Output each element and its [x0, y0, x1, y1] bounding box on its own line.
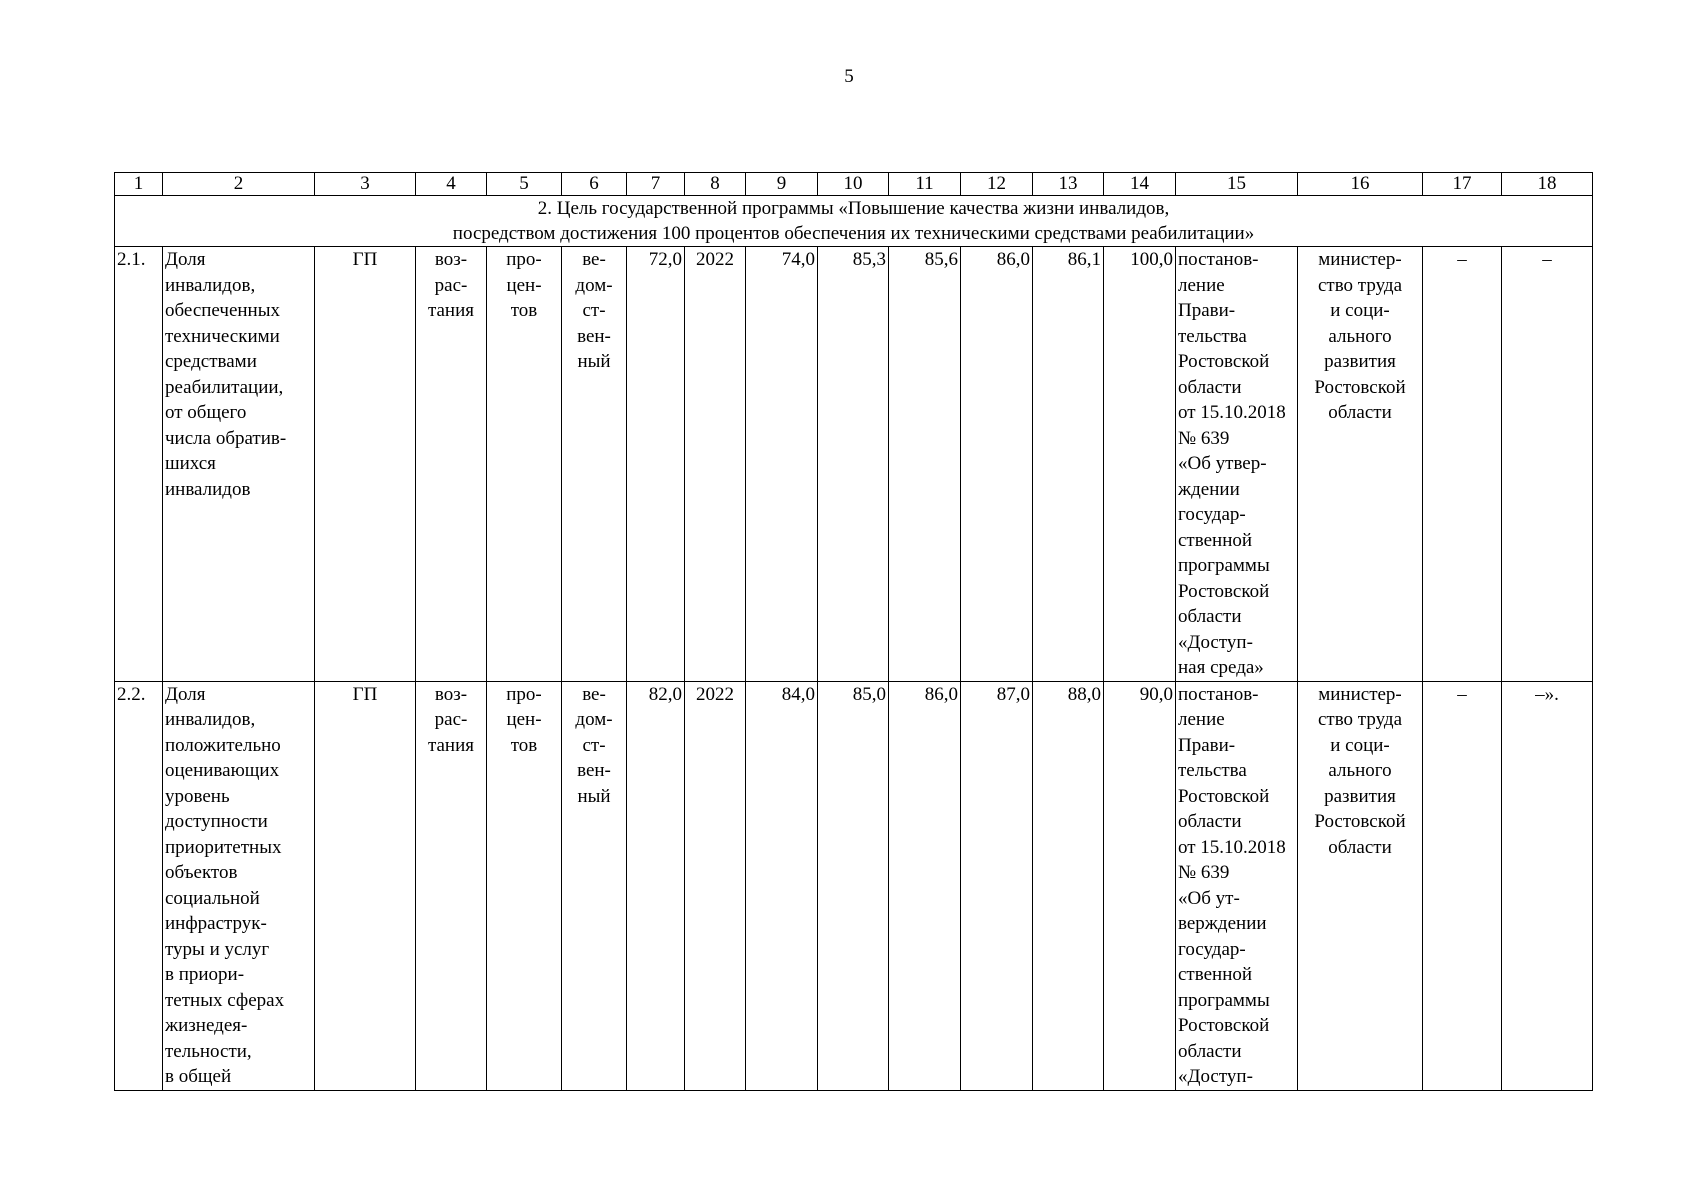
indicator-unit-text: про- цен- тов: [506, 249, 542, 321]
row-number-text: 2.2.: [117, 683, 146, 705]
base-value: [627, 247, 685, 682]
indicator-name-text: Доля инвалидов, положительно оценивающих уровень доступности приоритетных объектов социальной инфраструк- туры и услуг в приори- тетных сферах жизнедея- тельности, в общей: [165, 683, 285, 1087]
document-cell: [1176, 247, 1298, 682]
document-text: постанов- ление Прави- тельства Ростовской области от 15.10.2018 № 639 «Об утвер- ждении государ- ственной программы Ростовской области «Доступ- ная среда»: [1178, 249, 1286, 678]
column-17-text: –: [1457, 249, 1467, 270]
column-number: 6: [562, 173, 627, 196]
indicator-unit: [487, 247, 562, 682]
column-number-row: [115, 173, 1593, 196]
indicator-kind: [562, 247, 627, 682]
column-number: 17: [1423, 173, 1502, 196]
value-text: 100,0: [1130, 249, 1173, 270]
indicator-direction-text: воз- рас- тания: [427, 249, 475, 321]
indicator-type-text: ГП: [352, 683, 378, 705]
column-17-text: –: [1457, 683, 1467, 705]
row-number: [115, 681, 163, 1090]
value-cell: [1104, 681, 1176, 1090]
value-cell: [818, 681, 889, 1090]
column-number: 15: [1176, 173, 1298, 196]
value-text: 86,1: [1067, 249, 1101, 270]
row-number-text: 2.1.: [117, 249, 146, 270]
value-text: 74,0: [781, 249, 815, 270]
column-number: 2: [163, 173, 315, 196]
goal-title-text: 2. Цель государственной программы «Повышение качества жизни инвалидов, посредством достижения 100 процентов обеспечения их техническими средствами реабилитации»: [452, 198, 1255, 244]
column-18-cell: [1502, 681, 1593, 1090]
goal-title: [115, 196, 1593, 247]
column-18-text: –».: [1535, 683, 1559, 705]
value-text: 85,6: [924, 249, 958, 270]
column-number: 3: [315, 173, 416, 196]
column-number: 4: [416, 173, 487, 196]
column-18-cell: [1502, 247, 1593, 682]
value-cell: [1033, 681, 1104, 1090]
value-text: 88,0: [1067, 683, 1101, 705]
value-cell: [889, 247, 961, 682]
base-year: [685, 681, 746, 1090]
document-cell: [1176, 681, 1298, 1090]
column-number: 16: [1298, 173, 1423, 196]
responsible-text: министер- ство труда и соци- ального развития Ростовской области: [1314, 683, 1406, 858]
column-number: 5: [487, 173, 562, 196]
indicator-type: [315, 681, 416, 1090]
value-text: 86,0: [996, 249, 1030, 270]
value-text: 85,0: [852, 683, 886, 705]
indicator-kind: [562, 681, 627, 1090]
indicator-direction: [416, 247, 487, 682]
indicator-name-text: Доля инвалидов, обеспеченных техническими средствами реабилитации, от общего числа обратив- шихся инвалидов: [165, 249, 287, 500]
value-text: 85,3: [852, 249, 886, 270]
goal-row: [115, 196, 1593, 247]
indicator-kind-text: ве- дом- ст- вен- ный: [575, 249, 613, 372]
column-number: 7: [627, 173, 685, 196]
indicator-kind-text: ве- дом- ст- вен- ный: [575, 683, 613, 807]
value-cell: [746, 247, 818, 682]
indicator-type-text: ГП: [352, 249, 378, 270]
value-text: 84,0: [781, 683, 815, 705]
column-number: 1: [115, 173, 163, 196]
indicator-unit-text: про- цен- тов: [506, 683, 542, 756]
table-row: [115, 681, 1593, 1090]
row-number: [115, 247, 163, 682]
indicator-type: [315, 247, 416, 682]
page-number: 5: [844, 66, 854, 87]
base-value-text: 72,0: [648, 249, 682, 270]
base-year-text: 2022: [696, 683, 734, 705]
base-year-text: 2022: [696, 249, 734, 270]
indicator-name: [163, 247, 315, 682]
responsible-cell: [1298, 247, 1423, 682]
column-number: 9: [746, 173, 818, 196]
base-value: [627, 681, 685, 1090]
value-cell: [746, 681, 818, 1090]
column-number: 13: [1033, 173, 1104, 196]
value-cell: [889, 681, 961, 1090]
indicators-table: [114, 172, 1593, 1091]
value-text: 86,0: [924, 683, 958, 705]
indicator-direction-text: воз- рас- тания: [427, 683, 475, 756]
column-number: 18: [1502, 173, 1593, 196]
table-row: [115, 247, 1593, 682]
value-cell: [1104, 247, 1176, 682]
base-year: [685, 247, 746, 682]
document-text: постанов- ление Прави- тельства Ростовской области от 15.10.2018 № 639 «Об ут- верждении государ- ственной программы Ростовской области «Доступ-: [1178, 683, 1286, 1087]
column-number: 8: [685, 173, 746, 196]
column-number: 10: [818, 173, 889, 196]
column-18-text: –: [1542, 249, 1552, 270]
value-cell: [818, 247, 889, 682]
responsible-cell: [1298, 681, 1423, 1090]
value-cell: [961, 681, 1033, 1090]
responsible-text: министер- ство труда и соци- ального развития Ростовской области: [1314, 249, 1406, 423]
value-text: 90,0: [1139, 683, 1173, 705]
column-17-cell: [1423, 681, 1502, 1090]
column-number: 11: [889, 173, 961, 196]
column-17-cell: [1423, 247, 1502, 682]
value-cell: [961, 247, 1033, 682]
indicator-name: [163, 681, 315, 1090]
indicator-direction: [416, 681, 487, 1090]
value-text: 87,0: [996, 683, 1030, 705]
column-number: 12: [961, 173, 1033, 196]
base-value-text: 82,0: [648, 683, 682, 705]
indicator-unit: [487, 681, 562, 1090]
value-cell: [1033, 247, 1104, 682]
column-number: 14: [1104, 173, 1176, 196]
